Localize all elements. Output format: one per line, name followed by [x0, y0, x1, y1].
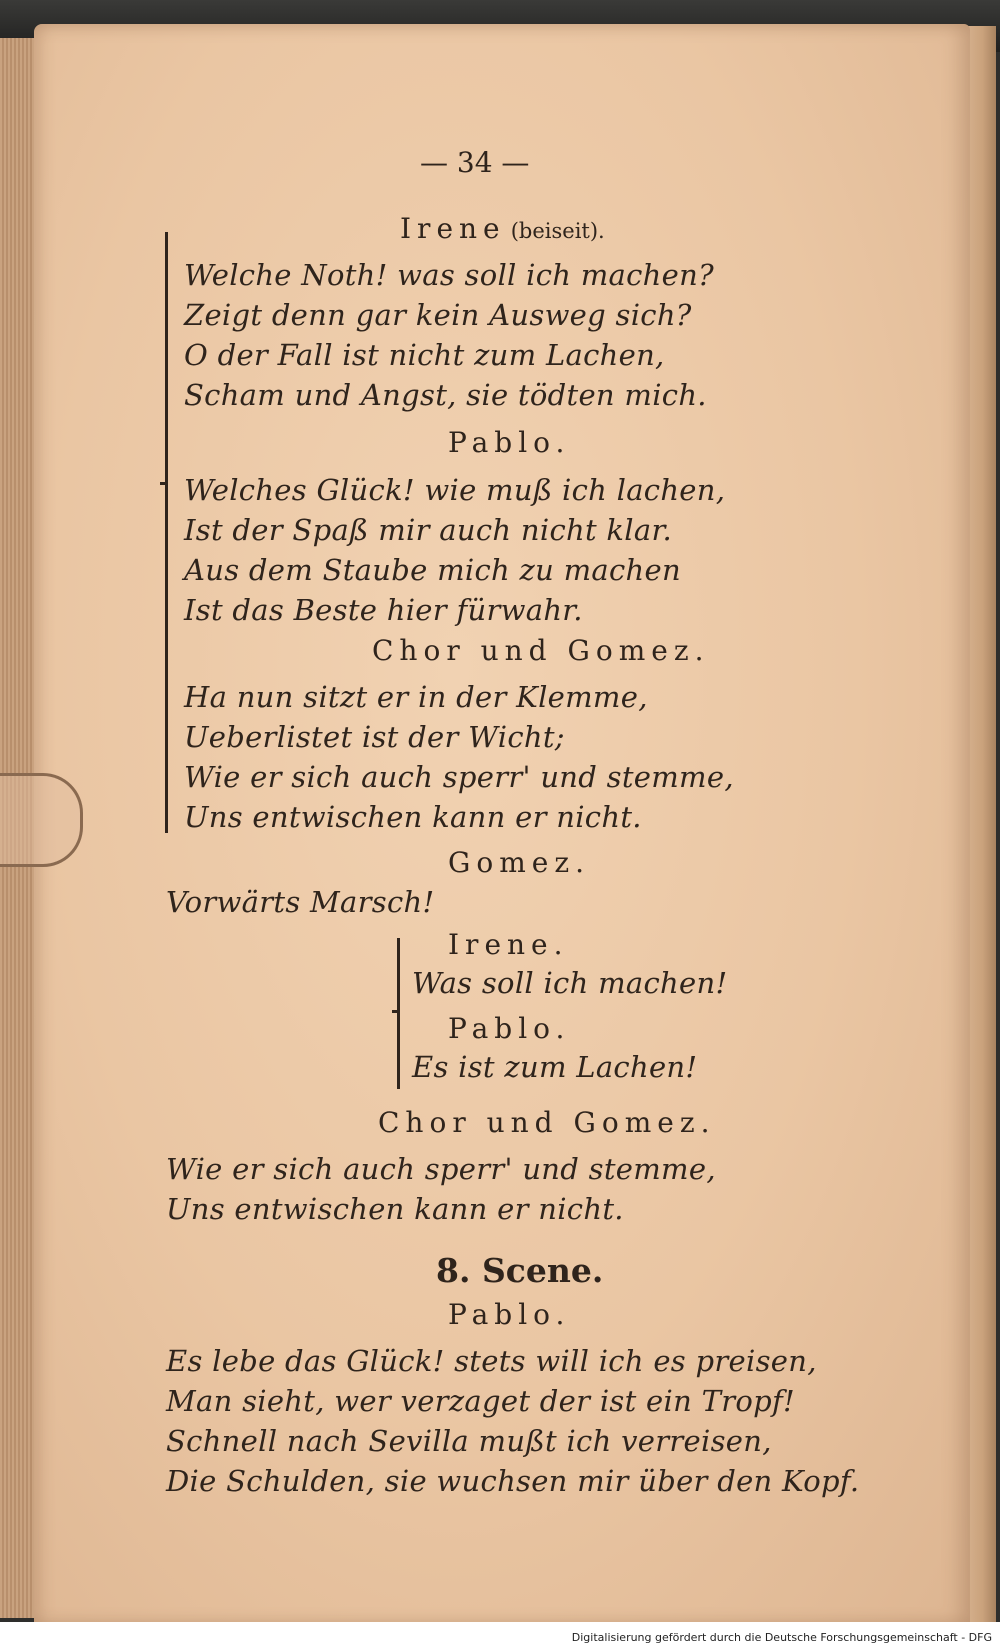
verse-line: Zeigt denn gar kein Ausweg sich? — [184, 298, 692, 332]
speaker-irene: Irene. — [448, 928, 569, 961]
verse-line: Ha nun sitzt er in der Klemme, — [184, 680, 648, 714]
page-number: — 34 — — [420, 146, 530, 179]
verse-line: Ueberlistet ist der Wicht; — [184, 720, 565, 754]
verse-line: Welche Noth! was soll ich machen? — [184, 258, 714, 292]
brace-lower — [165, 485, 168, 833]
speaker-pablo: Pablo. — [448, 1298, 571, 1331]
duet-brace-lower — [397, 1013, 400, 1089]
speaker-chor-und-gomez: Chor und Gomez. — [372, 634, 710, 667]
verse-line: Ist das Beste hier fürwahr. — [184, 593, 583, 627]
verse-line: Ist der Spaß mir auch nicht klar. — [184, 513, 672, 547]
verse-line: Es ist zum Lachen! — [412, 1050, 698, 1084]
brace-upper — [165, 232, 168, 482]
speaker-name: Irene — [400, 212, 506, 245]
verse-line: Uns entwischen kann er nicht. — [166, 1192, 624, 1226]
verse-line: Scham und Angst, sie tödten mich. — [184, 378, 707, 412]
scene-heading: 8. Scene. — [436, 1251, 604, 1290]
stage-direction: (beiseit). — [510, 219, 605, 243]
verse-line: Wie er sich auch sperr' und stemme, — [166, 1152, 716, 1186]
verse-line: Die Schulden, sie wuchsen mir über den Kopf. — [166, 1464, 860, 1498]
verse-line: Vorwärts Marsch! — [166, 885, 435, 919]
verse-line: Aus dem Staube mich zu machen — [184, 553, 681, 587]
verse-line: O der Fall ist nicht zum Lachen, — [184, 338, 665, 372]
speaker-chor-und-gomez: Chor und Gomez. — [378, 1106, 716, 1139]
speaker-pablo: Pablo. — [448, 426, 571, 459]
duet-brace-upper — [397, 938, 400, 1010]
speaker-gomez: Gomez. — [448, 846, 590, 879]
speaker-irene — [400, 212, 605, 245]
verse-line: Wie er sich auch sperr' und stemme, — [184, 760, 734, 794]
bookmark-tab — [0, 773, 83, 867]
verse-line: Schnell nach Sevilla mußt ich verreisen, — [166, 1424, 772, 1458]
verse-line: Uns entwischen kann er nicht. — [184, 800, 642, 834]
verse-line: Es lebe das Glück! stets will ich es preisen, — [166, 1344, 817, 1378]
verse-line: Was soll ich machen! — [412, 966, 728, 1000]
digitization-credit: Digitalisierung gefördert durch die Deutsche Forschungsgemeinschaft - DFG — [571, 1631, 992, 1644]
verse-line: Man sieht, wer verzaget der ist ein Tropf! — [166, 1384, 795, 1418]
speaker-pablo: Pablo. — [448, 1012, 571, 1045]
verse-line: Welches Glück! wie muß ich lachen, — [184, 473, 726, 507]
